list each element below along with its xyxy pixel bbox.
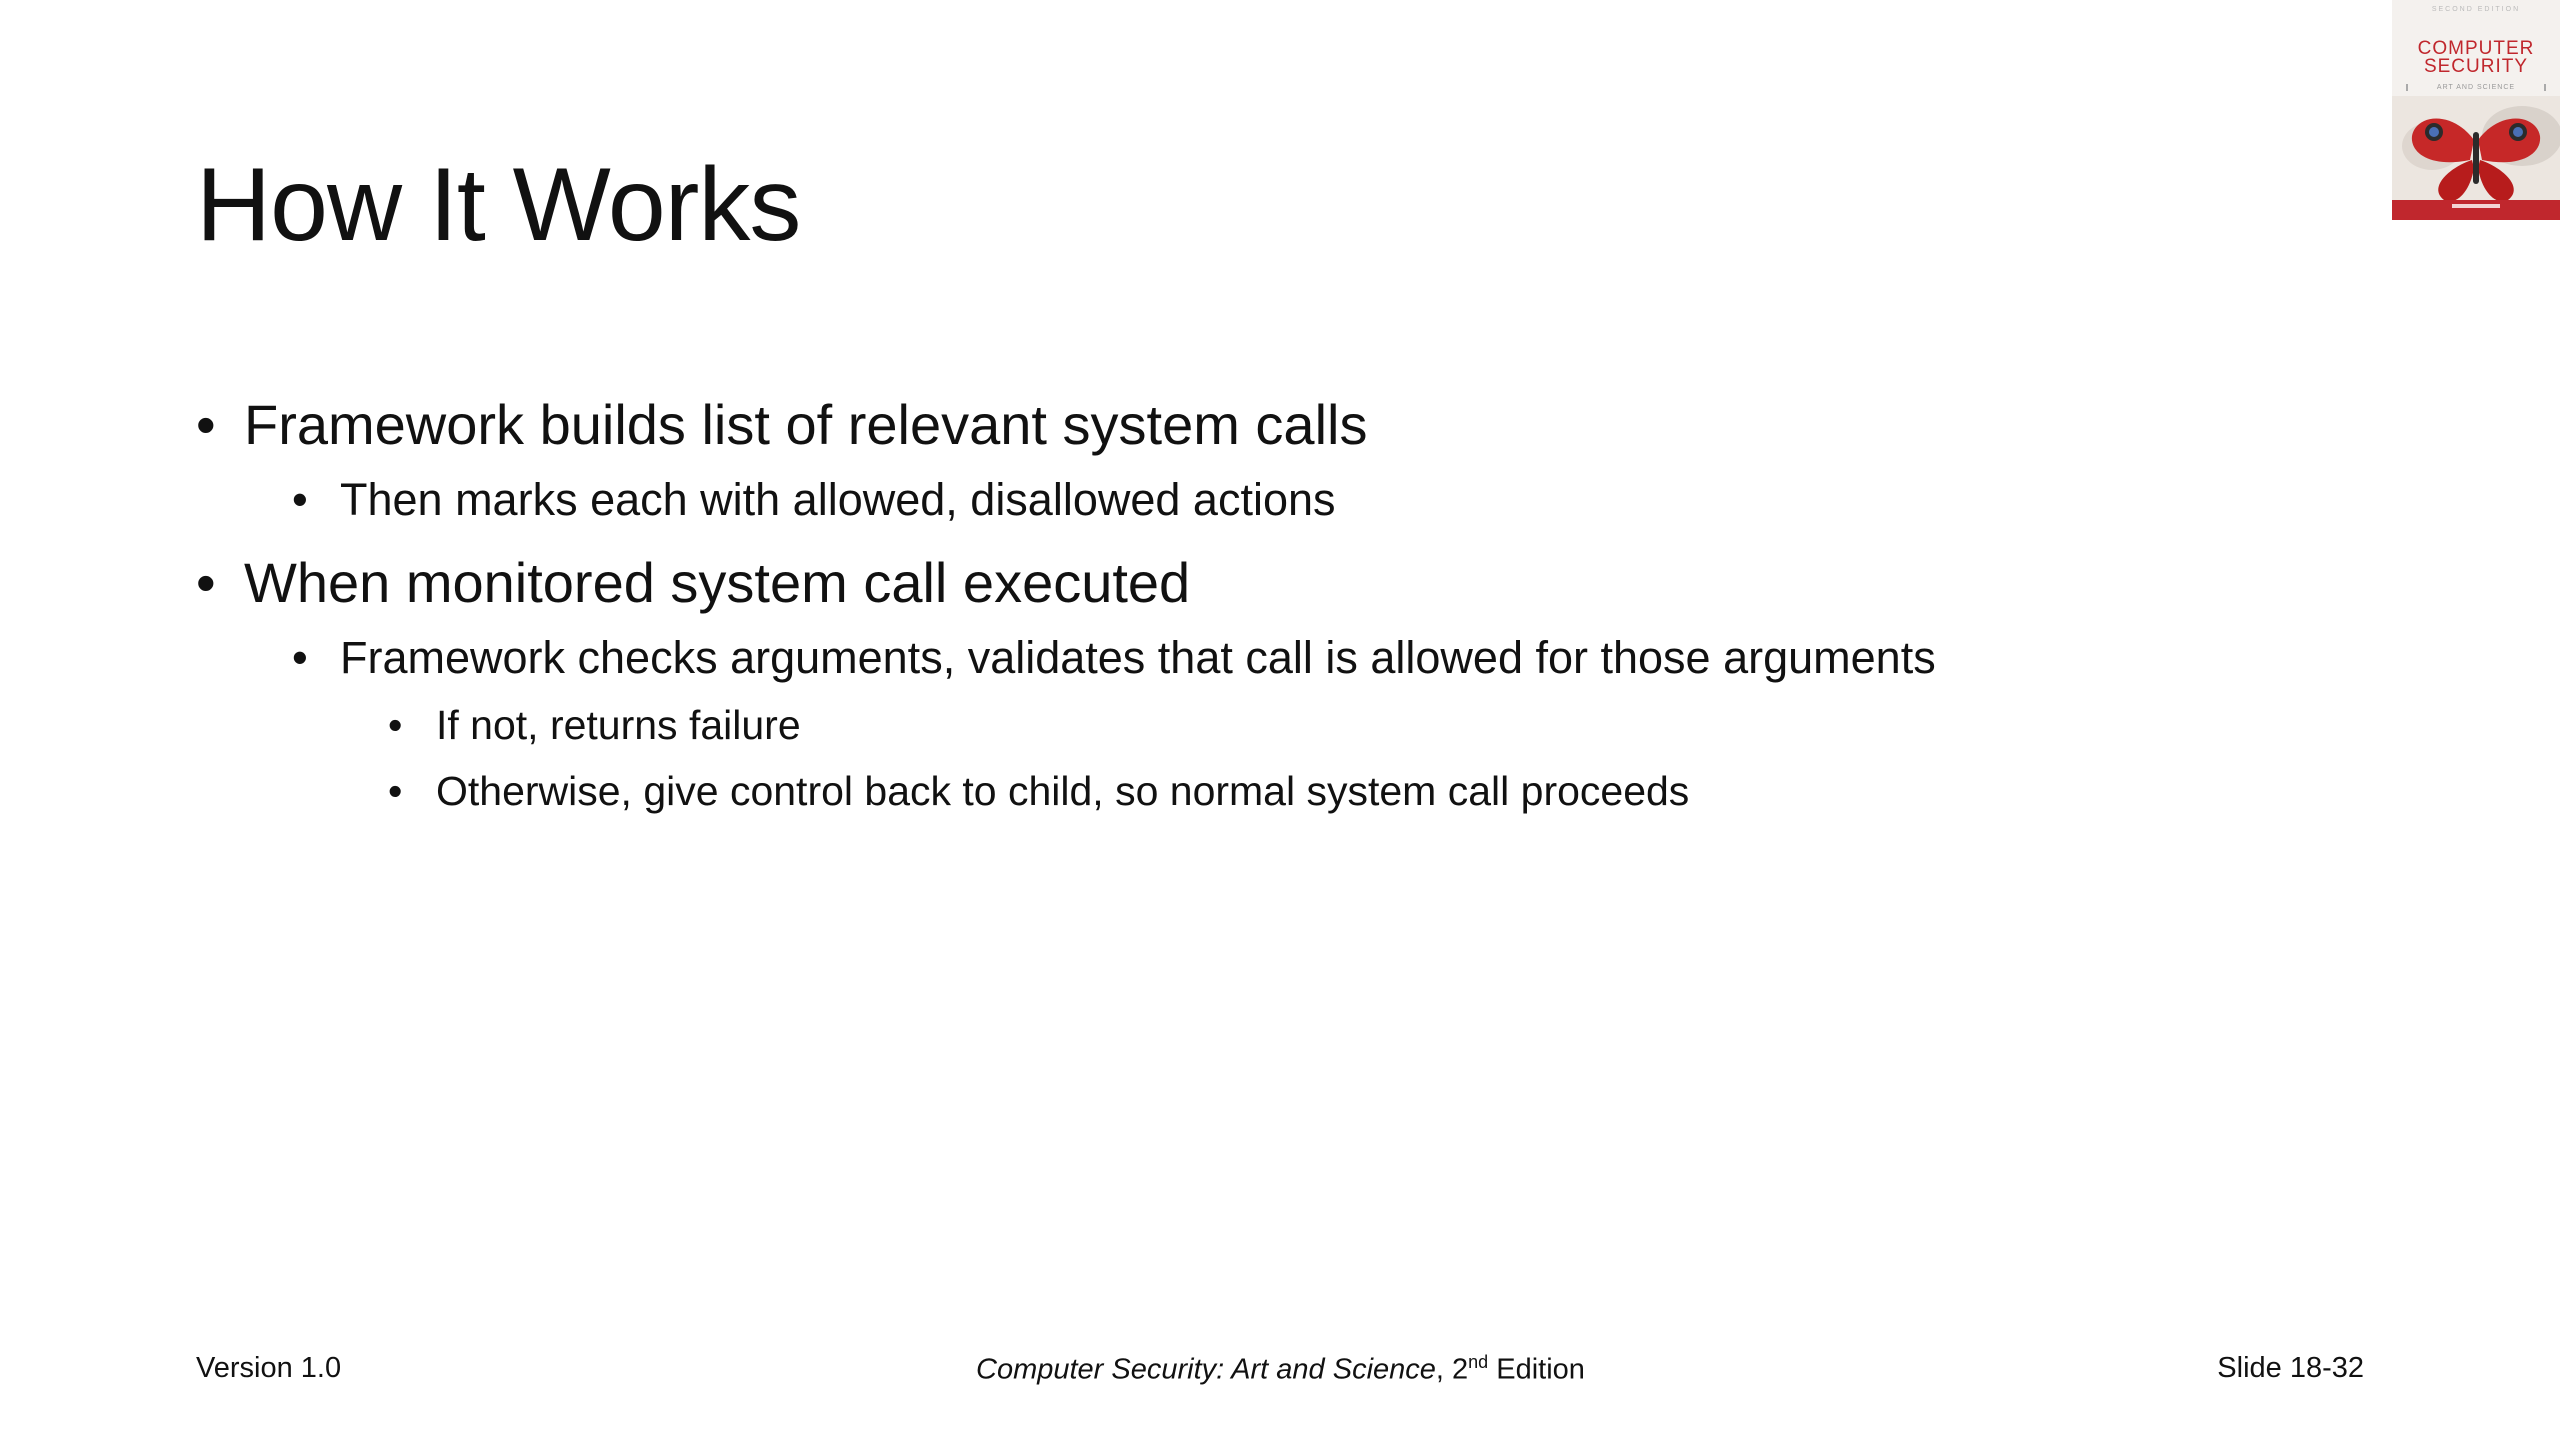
cover-title-line1: COMPUTER [2417, 38, 2535, 59]
cover-title [2392, 40, 2560, 76]
edition-ordinal: nd [1468, 1352, 1489, 1372]
edition-separator: , 2 [1435, 1353, 1469, 1386]
cover-subtitle: ART AND SCIENCE [2406, 84, 2546, 91]
cover-edition-label: SECOND EDITION [2431, 6, 2521, 13]
slide-body [196, 388, 2396, 822]
footer-slide-number: Slide 18-32 [2217, 1352, 2364, 1384]
book-cover-thumbnail [2392, 0, 2560, 220]
bullet-item: • Framework builds list of relevant system calls [244, 388, 2396, 462]
bullet-item: • Framework checks arguments, validates that call is allowed for those arguments [340, 626, 2396, 690]
book-title: Computer Security: Art and Science [976, 1353, 1436, 1386]
bullet-item: • Otherwise, give control back to child, so normal system call proceeds [436, 760, 2396, 822]
edition-word: Edition [1488, 1353, 1585, 1386]
cover-title-line2: SECURITY [2423, 56, 2529, 77]
bullet-item: • Then marks each with allowed, disallowed actions [340, 468, 2396, 532]
slide-title: How It Works [196, 147, 801, 263]
footer-version: Version 1.0 [196, 1352, 342, 1384]
bullet-item: • If not, returns failure [436, 694, 2396, 756]
footer-book-title [976, 1352, 1585, 1387]
butterfly-image [2392, 96, 2560, 220]
bullet-item: • When monitored system call executed [244, 546, 2396, 620]
